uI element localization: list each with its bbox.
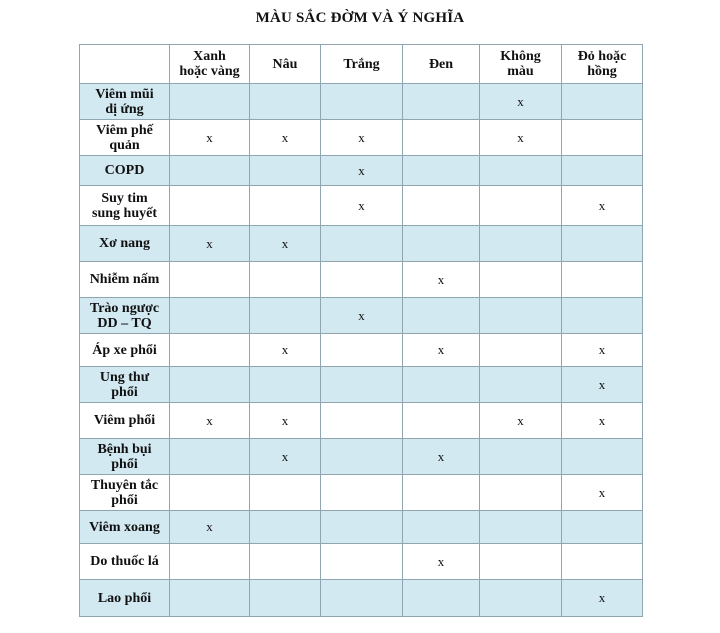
mark: x <box>358 197 365 213</box>
mark-cell <box>321 298 403 334</box>
mark-cell <box>562 156 643 186</box>
mark-cell <box>170 439 250 475</box>
row-label <box>80 511 170 544</box>
table-row <box>80 298 643 334</box>
row-label-line: dị ứng <box>105 101 144 117</box>
mark-cell <box>170 120 250 156</box>
mark-cell <box>321 84 403 120</box>
table-row <box>80 403 643 439</box>
row-label <box>80 334 170 367</box>
row-label-line: Viêm phổi <box>93 413 156 428</box>
mark-cell <box>321 262 403 298</box>
row-label <box>80 156 170 186</box>
column-header <box>562 45 643 84</box>
mark: x <box>206 519 213 534</box>
mark-cell <box>562 186 643 226</box>
table-row <box>80 475 643 511</box>
mark-cell <box>250 580 321 617</box>
mark-cell <box>250 84 321 120</box>
row-label-line: Viêm phế <box>96 122 153 138</box>
sputum-color-table <box>79 44 643 617</box>
mark-cell <box>562 367 643 403</box>
mark-cell <box>170 403 250 439</box>
row-label <box>80 580 170 617</box>
mark-cell <box>480 156 562 186</box>
row-label <box>80 262 170 298</box>
mark-cell <box>403 334 480 367</box>
row-label-line: phổi <box>111 456 138 472</box>
mark-cell <box>321 226 403 262</box>
table-row <box>80 156 643 186</box>
row-label <box>80 84 170 120</box>
row-label-line: Thuyên tắc <box>90 477 159 493</box>
mark-cell <box>480 544 562 580</box>
table-row <box>80 84 643 120</box>
mark-cell <box>403 544 480 580</box>
mark-cell <box>170 156 250 186</box>
mark: x <box>598 197 606 213</box>
mark-cell <box>321 186 403 226</box>
mark: x <box>437 553 445 569</box>
mark-cell <box>562 262 643 298</box>
mark-cell <box>480 186 562 226</box>
column-header-line: màu <box>507 64 534 79</box>
mark-cell <box>250 367 321 403</box>
page-title: MÀU SẮC ĐỜM VÀ Ý NGHĨA <box>255 10 465 26</box>
column-header <box>321 45 403 84</box>
mark-cell <box>403 120 480 156</box>
table-row <box>80 580 643 617</box>
mark-cell <box>170 544 250 580</box>
mark-cell <box>403 439 480 475</box>
table-row <box>80 262 643 298</box>
mark-cell <box>403 511 480 544</box>
table-row <box>80 544 643 580</box>
mark-cell <box>250 544 321 580</box>
mark-cell <box>321 544 403 580</box>
mark-cell <box>480 226 562 262</box>
mark-cell <box>170 226 250 262</box>
mark-cell <box>562 544 643 580</box>
row-label <box>80 186 170 226</box>
row-label <box>80 439 170 475</box>
mark-cell <box>321 120 403 156</box>
mark-cell <box>403 262 480 298</box>
mark-cell <box>480 262 562 298</box>
row-label <box>80 120 170 156</box>
table-row <box>80 439 643 475</box>
row-label-line: quản <box>109 137 140 153</box>
table-row <box>80 186 643 226</box>
mark-cell <box>170 580 250 617</box>
mark-cell <box>562 580 643 617</box>
row-label <box>80 298 170 334</box>
mark-cell <box>480 439 562 475</box>
mark-cell <box>321 367 403 403</box>
row-label-line: Trào ngược <box>89 300 160 316</box>
mark: x <box>281 448 289 464</box>
row-label-line: phổi <box>111 492 138 508</box>
row-label-line: sung huyết <box>92 205 157 221</box>
mark: x <box>358 129 365 145</box>
mark-cell <box>480 298 562 334</box>
mark-cell <box>562 475 643 511</box>
mark: x <box>517 412 524 428</box>
row-label-line: Ung thư <box>99 369 150 385</box>
mark-cell <box>562 334 643 367</box>
mark: x <box>358 162 365 178</box>
mark-cell <box>562 120 643 156</box>
mark-cell <box>321 334 403 367</box>
mark: x <box>206 412 213 428</box>
mark: x <box>598 342 606 357</box>
mark-cell <box>250 186 321 226</box>
mark-cell <box>480 511 562 544</box>
row-label <box>80 403 170 439</box>
mark-cell <box>250 403 321 439</box>
mark-cell <box>250 475 321 511</box>
mark: x <box>598 484 606 500</box>
row-label-line: Bệnh bụi <box>97 441 152 457</box>
mark-cell <box>403 367 480 403</box>
mark: x <box>281 129 289 145</box>
row-label <box>80 226 170 262</box>
mark-cell <box>250 156 321 186</box>
mark-cell <box>480 84 562 120</box>
mark: x <box>206 235 213 251</box>
mark-cell <box>321 511 403 544</box>
mark: x <box>437 448 445 464</box>
mark-cell <box>480 120 562 156</box>
column-header-line: Đen <box>428 56 454 72</box>
mark-cell <box>170 334 250 367</box>
column-header <box>480 45 562 84</box>
mark-cell <box>321 475 403 511</box>
mark-cell <box>321 403 403 439</box>
column-header-line: Trắng <box>343 56 380 72</box>
row-label-line: Lao phổi <box>97 590 152 606</box>
mark-cell <box>250 298 321 334</box>
mark-cell <box>250 120 321 156</box>
mark: x <box>598 376 606 392</box>
row-label-line: Suy tim <box>101 190 148 206</box>
mark: x <box>437 271 445 287</box>
mark-cell <box>562 226 643 262</box>
column-header <box>170 45 250 84</box>
mark-cell <box>250 226 321 262</box>
mark-cell <box>403 84 480 120</box>
mark-cell <box>403 403 480 439</box>
table-row <box>80 367 643 403</box>
row-label <box>80 544 170 580</box>
mark: x <box>281 342 289 357</box>
table-row <box>80 334 643 367</box>
mark: x <box>598 412 606 428</box>
column-header <box>250 45 321 84</box>
mark-cell <box>250 439 321 475</box>
column-header-line: Xanh <box>193 49 226 64</box>
column-header <box>403 45 480 84</box>
mark-cell <box>170 298 250 334</box>
row-label <box>80 367 170 403</box>
mark-cell <box>480 334 562 367</box>
table-row <box>80 120 643 156</box>
column-header-line: hồng <box>587 64 617 79</box>
mark: x <box>517 129 524 145</box>
mark: x <box>281 235 289 251</box>
mark-cell <box>170 84 250 120</box>
mark: x <box>598 590 606 605</box>
column-header-line: hoặc vàng <box>179 64 240 79</box>
mark-cell <box>170 262 250 298</box>
mark: x <box>517 93 524 109</box>
column-header-line: Nâu <box>272 56 298 72</box>
header-row <box>80 45 643 84</box>
mark-cell <box>562 403 643 439</box>
mark-cell <box>480 475 562 511</box>
mark: x <box>437 342 445 357</box>
mark-cell <box>562 298 643 334</box>
mark-cell <box>403 580 480 617</box>
column-header-line: Đỏ hoặc <box>577 49 627 64</box>
mark-cell <box>480 580 562 617</box>
mark-cell <box>321 156 403 186</box>
row-label-line: DD – TQ <box>97 315 152 331</box>
mark-cell <box>403 298 480 334</box>
mark: x <box>358 307 365 323</box>
row-label-line: phổi <box>111 384 138 400</box>
mark-cell <box>403 156 480 186</box>
mark-cell <box>170 475 250 511</box>
mark-cell <box>170 367 250 403</box>
mark: x <box>281 412 289 428</box>
table-row <box>80 226 643 262</box>
mark-cell <box>403 475 480 511</box>
corner-cell <box>80 45 170 84</box>
table-row <box>80 511 643 544</box>
mark-cell <box>170 511 250 544</box>
mark-cell <box>321 439 403 475</box>
mark-cell <box>562 511 643 544</box>
row-label <box>80 475 170 511</box>
row-label-line: COPD <box>104 163 145 178</box>
row-label-line: Viêm mũi <box>95 86 154 102</box>
row-label-line: Áp xe phổi <box>92 342 157 358</box>
mark-cell <box>250 334 321 367</box>
mark-cell <box>562 84 643 120</box>
row-label-line: Xơ nang <box>99 236 150 251</box>
mark: x <box>206 129 213 145</box>
mark-cell <box>562 439 643 475</box>
mark-cell <box>480 367 562 403</box>
mark-cell <box>170 186 250 226</box>
mark-cell <box>321 580 403 617</box>
mark-cell <box>250 262 321 298</box>
row-label-line: Do thuốc lá <box>90 554 159 569</box>
mark-cell <box>250 511 321 544</box>
row-label-line: Viêm xoang <box>89 519 160 535</box>
mark-cell <box>403 226 480 262</box>
column-header-line: Không <box>500 49 541 64</box>
row-label-line: Nhiễm nấm <box>89 272 160 287</box>
mark-cell <box>403 186 480 226</box>
mark-cell <box>480 403 562 439</box>
